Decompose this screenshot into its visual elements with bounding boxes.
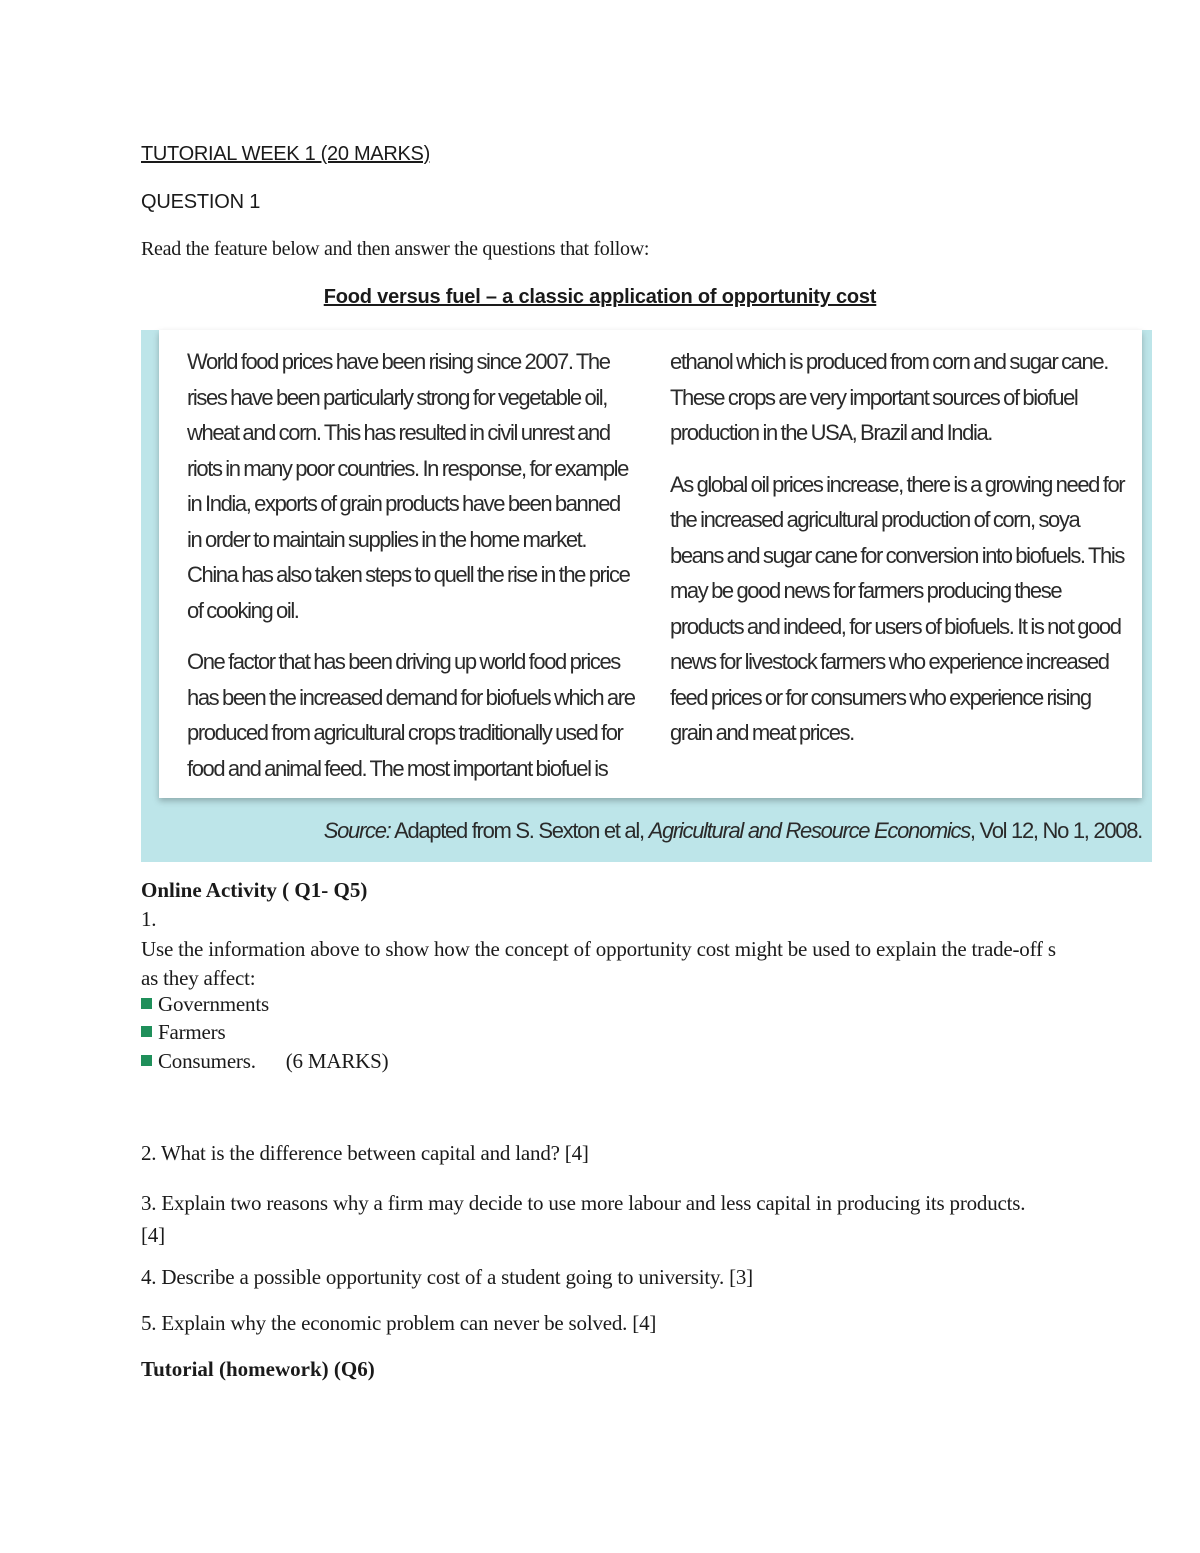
bullet-label: Farmers xyxy=(158,1020,226,1044)
feature-paragraph: One factor that has been driving up world food prices has been the increased demand for biofuels which are produced from agricultural crops traditionally used for food and animal feed. The most important biofuel is xyxy=(187,649,635,781)
instructions-text: Read the feature below and then answer the questions that follow: xyxy=(141,238,650,260)
source-text: Adapted from S. Sexton et al, xyxy=(390,818,649,843)
question-3: 3. Explain two reasons why a firm may decide to use more labour and less capital in producing its products. [4] xyxy=(141,1191,1026,1247)
bullet-item xyxy=(141,1049,388,1074)
question-1-text: Use the information above to show how the concept of opportunity cost might be used to explain the trade-off s as they affect: xyxy=(141,937,1056,990)
bullet-item xyxy=(141,1020,225,1045)
feature-paragraph: As global oil prices increase, there is a growing need for the increased agricultural production of corn, soya beans and sugar cane for conversion into biofuels. This may be good news for farmers producing these products and indeed, for users of biofuels. It is not good news for livestock farmers who experience increased feed prices or for consumers who experience rising grain and meat prices. xyxy=(670,471,1125,745)
feature-card xyxy=(159,330,1142,798)
bullet-item xyxy=(141,992,269,1017)
bullet-square-icon xyxy=(141,1026,152,1037)
tutorial-heading: Tutorial (homework) (Q6) xyxy=(141,1357,375,1381)
bullet-square-icon xyxy=(141,998,152,1009)
feature-title: Food versus fuel – a classic application of opportunity cost xyxy=(323,286,877,308)
question-4: 4. Describe a possible opportunity cost of a student going to university. [3] xyxy=(141,1265,753,1289)
question-2: 2. What is the difference between capital and land? [4] xyxy=(141,1141,589,1165)
question-5: 5. Explain why the economic problem can never be solved. [4] xyxy=(141,1311,657,1335)
bullet-label: Consumers. xyxy=(158,1049,256,1073)
source-journal: Agricultural and Resource Economics xyxy=(648,818,970,843)
question-1-marks: (6 MARKS) xyxy=(285,1049,389,1073)
feature-column-left xyxy=(187,344,637,802)
feature-paragraph: World food prices have been rising since 2007. The rises have been particularly strong for vegetable oil, wheat and corn. This has resulted in civil unrest and riots in many poor countries. In response, for example in India, exports of grain products have been banned in order to maintain supplies in the home market. China has also taken steps to quell the rise in the price of cooking oil. xyxy=(187,349,630,623)
source-label: Source: xyxy=(323,818,391,843)
online-activity-heading: Online Activity ( Q1- Q5) xyxy=(141,878,368,902)
bullet-label: Governments xyxy=(158,992,269,1016)
document-title: TUTORIAL WEEK 1 (20 MARKS) xyxy=(141,143,430,165)
source-details: , Vol 12, No 1, 2008. xyxy=(969,818,1142,843)
feature-column-right xyxy=(670,344,1130,767)
question-heading: QUESTION 1 xyxy=(141,191,261,213)
bullet-square-icon xyxy=(141,1055,152,1066)
feature-paragraph: ethanol which is produced from corn and sugar cane. These crops are very important sources of biofuel production in the USA, Brazil and India. xyxy=(670,349,1108,445)
source-citation xyxy=(324,818,1142,844)
question-1-number: 1. xyxy=(141,907,157,931)
